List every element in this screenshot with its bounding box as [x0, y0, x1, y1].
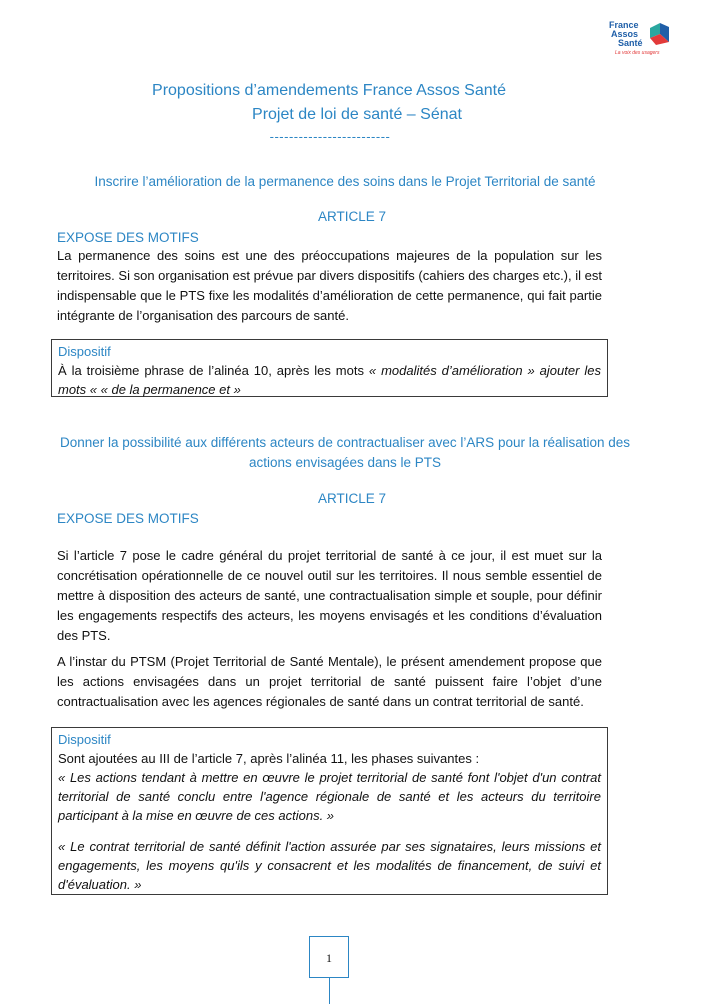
amendment-2-motifs-paragraph-1: Si l’article 7 pose le cadre général du projet territorial de santé à ce jour, il est muet sur la concrétisation opérationnelle de ce nouvel outil sur les territoires. Il nous semble essentiel de mettre à disposition des acteurs de santé, une contractualisation simple et souple, pour définir les engagements respectifs des acteurs, les moyens envisagés et les conditions d’évaluation des PTS. — [57, 548, 602, 643]
amendment-2-dispositif-box — [51, 727, 608, 895]
amendment-2-heading: Donner la possibilité aux différents acteurs de contractualiser avec l’ARS pour la réalisation des actions envisagées dans le PTS — [59, 435, 631, 470]
dispositif-label: Dispositif — [58, 344, 111, 359]
dispositif-quote-2: « Le contrat territorial de santé définit l'action assurée par ses signataires, leurs missions et engagements, les moyens qu'ils y consacrent et les modalités de financement, de suivi et d'évaluation. » — [58, 839, 601, 892]
amendment-1-motifs-text: La permanence des soins est une des préoccupations majeures de la population sur les territoires. Si son organisation est prévue par divers dispositifs (cahiers des charges etc.), il est indispensable que le PTS fixe les modalités d’amélioration de cette permanence, qui fait partie intégrante de l’organisation des parcours de santé. — [57, 248, 602, 323]
dispositif-label: Dispositif — [58, 732, 111, 747]
page-number: 1 — [309, 936, 349, 978]
amendment-1-article: ARTICLE 7 — [317, 209, 387, 224]
amendment-2-article: ARTICLE 7 — [317, 491, 387, 506]
document-subtitle: Projet de loi de santé – Sénat — [252, 106, 462, 123]
amendment-2-motifs-label: EXPOSE DES MOTIFS — [57, 511, 199, 526]
amendment-2-motifs-paragraph-2: A l’instar du PTSM (Projet Territorial de Santé Mentale), le présent amendement propose que les actions envisagées dans un projet territorial de santé puissent faire l’objet d’une contractualisation avec les agences régionales de santé dans un contrat territorial de santé. — [57, 654, 602, 709]
dispositif-intro: Sont ajoutées au III de l’article 7, après l’alinéa 11, les phases suivantes : — [58, 751, 480, 766]
title-separator: ------------------------- — [269, 129, 391, 144]
france-assos-sante-logo — [600, 18, 680, 62]
amendment-1-dispositif-box — [51, 339, 608, 397]
logo-line-2: Assos — [611, 29, 639, 39]
dispositif-text-plain: À la troisième phrase de l’alinéa 10, après les mots — [58, 363, 369, 378]
document-title: Propositions d’amendements France Assos Santé — [152, 82, 506, 99]
amendment-1-heading: Inscrire l’amélioration de la permanence des soins dans le Projet Territorial de santé — [94, 174, 596, 189]
dispositif-text — [58, 361, 601, 399]
amendment-1-motifs-label: EXPOSE DES MOTIFS — [57, 230, 199, 245]
page-number-connector — [329, 978, 330, 1004]
logo-mark-icon — [648, 22, 670, 46]
dispositif-text-italic: « modalités d’amélioration » ajouter les mots « « de la permanence et » — [58, 363, 601, 397]
logo-line-1: France — [609, 20, 639, 30]
logo-tagline: La voix des usagers — [615, 50, 660, 56]
logo-line-3: Santé — [618, 38, 643, 48]
dispositif-quote-1: « Les actions tendant à mettre en œuvre le projet territorial de santé font l'objet d'un contrat territorial de santé conclu entre l'agence régionale de santé et les acteurs du territoire participant à la mise en œuvre de ces actions. » — [58, 770, 601, 823]
